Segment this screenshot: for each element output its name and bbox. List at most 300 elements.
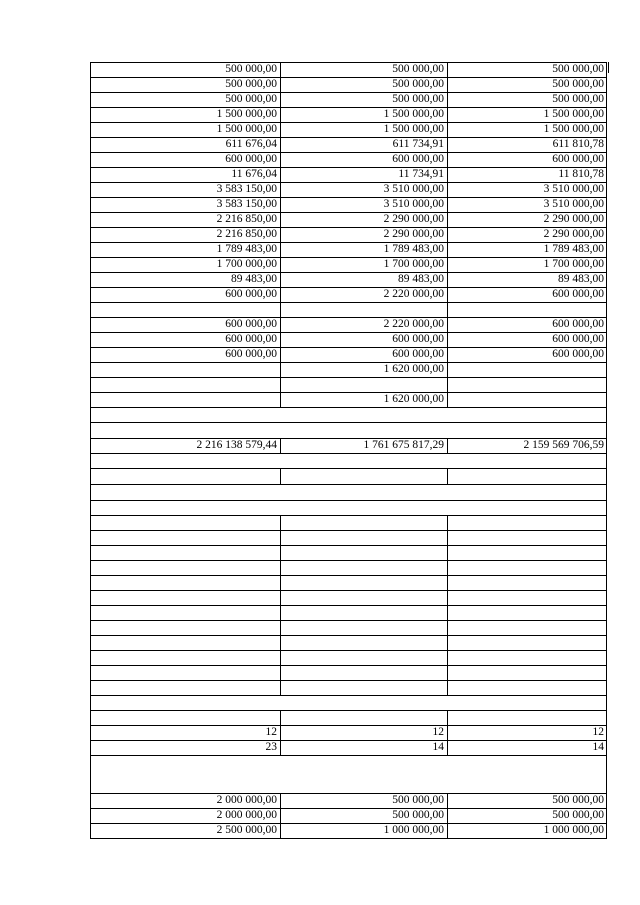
table-row xyxy=(90,515,607,530)
table-cell: 500 000,00 xyxy=(552,809,604,821)
table-cell: 600 000,00 xyxy=(552,348,604,360)
table-cell xyxy=(90,407,280,422)
column-divider xyxy=(447,182,448,198)
table-row xyxy=(90,407,607,422)
column-divider xyxy=(280,77,281,93)
table-row xyxy=(90,650,607,665)
table-row xyxy=(90,422,607,438)
row-border xyxy=(90,392,607,393)
table-cell xyxy=(447,710,607,725)
row-border xyxy=(90,710,607,711)
table-cell: 600 000,00 xyxy=(392,153,444,165)
column-divider xyxy=(447,808,448,824)
column-divider xyxy=(280,665,281,681)
table-cell: 611 810,78 xyxy=(552,138,604,150)
row-border xyxy=(90,422,607,423)
table-cell: 11 810,78 xyxy=(558,168,604,180)
column-divider xyxy=(447,725,448,741)
table-cell: 1 620 000,00 xyxy=(383,363,444,375)
table-cell: 1 700 000,00 xyxy=(543,258,604,270)
table-row xyxy=(90,695,607,710)
table-row xyxy=(90,560,607,575)
row-border xyxy=(90,257,607,258)
table-cell xyxy=(447,500,607,515)
row-border xyxy=(90,77,607,78)
table-row xyxy=(90,590,607,605)
table-cell xyxy=(90,665,280,680)
table-cell xyxy=(90,377,280,392)
row-border xyxy=(90,137,607,138)
table-cell: 1 789 483,00 xyxy=(543,243,604,255)
column-divider xyxy=(447,122,448,138)
table-cell: 1 789 483,00 xyxy=(383,243,444,255)
table-row xyxy=(90,92,607,107)
table-cell xyxy=(90,362,280,377)
table-cell xyxy=(90,545,280,560)
column-divider xyxy=(447,515,448,531)
table-row xyxy=(90,317,607,332)
table-cell xyxy=(90,755,280,793)
row-border xyxy=(90,823,607,824)
column-divider xyxy=(280,635,281,651)
table-cell: 600 000,00 xyxy=(225,348,277,360)
table-cell xyxy=(90,605,280,620)
table-cell xyxy=(447,422,607,438)
table-cell xyxy=(447,484,607,500)
table-cell xyxy=(447,362,607,377)
column-divider xyxy=(447,468,448,485)
row-border xyxy=(90,500,607,501)
column-divider xyxy=(447,377,448,393)
row-border xyxy=(90,590,607,591)
table-cell: 1 700 000,00 xyxy=(216,258,277,270)
table-cell: 600 000,00 xyxy=(225,318,277,330)
table-cell xyxy=(280,695,447,710)
table-cell xyxy=(90,710,280,725)
column-divider xyxy=(280,710,281,726)
table-cell: 500 000,00 xyxy=(225,63,277,75)
table-row xyxy=(90,453,607,468)
table-cell: 611 734,91 xyxy=(392,138,444,150)
table-row xyxy=(90,725,607,740)
table-row xyxy=(90,257,607,272)
column-divider xyxy=(280,242,281,258)
column-divider xyxy=(280,257,281,273)
column-divider xyxy=(447,287,448,303)
table-cell: 89 483,00 xyxy=(558,273,604,285)
column-divider xyxy=(447,347,448,363)
table-cell xyxy=(280,635,447,650)
table-cell xyxy=(447,680,607,695)
column-divider xyxy=(447,620,448,636)
table-cell xyxy=(280,407,447,422)
table-cell xyxy=(447,530,607,545)
row-border xyxy=(90,242,607,243)
column-divider xyxy=(280,302,281,318)
table-cell xyxy=(280,665,447,680)
column-divider xyxy=(280,793,281,809)
table-row xyxy=(90,468,607,484)
row-border xyxy=(90,575,607,576)
row-border xyxy=(90,227,607,228)
table-cell: 600 000,00 xyxy=(552,288,604,300)
table-cell xyxy=(447,650,607,665)
spreadsheet-table xyxy=(90,62,607,839)
table-row xyxy=(90,377,607,392)
column-divider xyxy=(447,635,448,651)
column-divider xyxy=(280,590,281,606)
column-divider xyxy=(280,182,281,198)
column-divider xyxy=(447,167,448,183)
table-cell: 500 000,00 xyxy=(552,93,604,105)
table-cell xyxy=(447,590,607,605)
table-row xyxy=(90,793,607,808)
row-border xyxy=(90,197,607,198)
table-cell: 1 000 000,00 xyxy=(543,824,604,836)
table-cell xyxy=(90,484,280,500)
table-cell: 500 000,00 xyxy=(392,93,444,105)
row-border xyxy=(90,438,607,439)
table-cell xyxy=(280,377,447,392)
table-cell: 2 159 569 706,59 xyxy=(523,439,604,451)
column-divider xyxy=(447,575,448,591)
row-border xyxy=(90,740,607,741)
column-divider xyxy=(447,227,448,243)
table-cell xyxy=(447,407,607,422)
table-cell xyxy=(90,468,280,484)
table-row xyxy=(90,302,607,317)
table-cell: 1 700 000,00 xyxy=(383,258,444,270)
table-cell: 500 000,00 xyxy=(552,794,604,806)
table-row xyxy=(90,484,607,500)
table-cell: 2 290 000,00 xyxy=(543,228,604,240)
table-cell xyxy=(280,590,447,605)
column-divider xyxy=(280,620,281,636)
table-cell xyxy=(90,620,280,635)
table-row xyxy=(90,152,607,167)
table-cell: 12 xyxy=(265,726,277,738)
row-border xyxy=(90,680,607,681)
column-divider xyxy=(447,823,448,839)
column-divider xyxy=(280,347,281,363)
table-cell: 500 000,00 xyxy=(392,78,444,90)
row-border xyxy=(90,317,607,318)
table-row xyxy=(90,545,607,560)
table-cell: 3 510 000,00 xyxy=(383,198,444,210)
column-divider xyxy=(447,590,448,606)
table-row xyxy=(90,182,607,197)
table-row xyxy=(90,755,607,793)
column-divider xyxy=(447,793,448,809)
row-border xyxy=(90,468,607,469)
table-cell xyxy=(280,468,447,484)
table-cell xyxy=(280,650,447,665)
table-row xyxy=(90,635,607,650)
table-cell: 1 000 000,00 xyxy=(383,824,444,836)
table-cell xyxy=(447,545,607,560)
table-cell: 500 000,00 xyxy=(552,78,604,90)
table-cell: 3 510 000,00 xyxy=(383,183,444,195)
table-cell: 2 500 000,00 xyxy=(216,824,277,836)
column-divider xyxy=(447,257,448,273)
column-divider xyxy=(280,560,281,576)
column-divider xyxy=(447,605,448,621)
column-divider xyxy=(447,77,448,93)
column-divider xyxy=(447,438,448,454)
table-cell: 2 220 000,00 xyxy=(383,288,444,300)
table-cell: 14 xyxy=(432,741,444,753)
table-cell xyxy=(447,453,607,468)
table-cell xyxy=(90,422,280,438)
row-border xyxy=(90,650,607,651)
column-divider xyxy=(447,665,448,681)
row-border xyxy=(90,545,607,546)
column-divider xyxy=(280,725,281,741)
table-cell: 600 000,00 xyxy=(392,333,444,345)
table-cell: 2 000 000,00 xyxy=(216,809,277,821)
table-cell xyxy=(447,605,607,620)
table-cell: 23 xyxy=(265,741,277,753)
table-cell xyxy=(90,392,280,407)
row-border xyxy=(90,212,607,213)
row-border xyxy=(90,92,607,93)
table-cell xyxy=(280,680,447,695)
table-cell: 14 xyxy=(592,741,604,753)
table-cell xyxy=(280,560,447,575)
table-cell: 3 583 150,00 xyxy=(216,183,277,195)
table-cell xyxy=(280,500,447,515)
column-divider xyxy=(447,362,448,378)
table-cell xyxy=(447,515,607,530)
column-divider xyxy=(280,515,281,531)
table-cell xyxy=(447,665,607,680)
table-cell xyxy=(90,695,280,710)
table-cell xyxy=(280,484,447,500)
table-cell xyxy=(447,377,607,392)
table-cell xyxy=(280,755,447,793)
row-border xyxy=(90,377,607,378)
table-cell: 500 000,00 xyxy=(392,794,444,806)
table-row xyxy=(90,272,607,287)
column-divider xyxy=(447,317,448,333)
column-divider xyxy=(447,212,448,228)
column-divider xyxy=(280,107,281,123)
table-cell xyxy=(90,650,280,665)
table-cell: 1 500 000,00 xyxy=(543,108,604,120)
column-divider xyxy=(280,92,281,108)
table-cell xyxy=(90,453,280,468)
column-divider xyxy=(447,530,448,546)
column-divider xyxy=(280,438,281,454)
table-row xyxy=(90,530,607,545)
table-row xyxy=(90,62,607,77)
table-cell xyxy=(90,515,280,530)
table-outer-border xyxy=(606,62,607,839)
table-outer-border xyxy=(90,62,91,839)
table-cell xyxy=(280,545,447,560)
row-border xyxy=(90,484,607,485)
column-divider xyxy=(447,545,448,561)
table-cell: 600 000,00 xyxy=(225,153,277,165)
row-border xyxy=(90,407,607,408)
row-border xyxy=(90,665,607,666)
table-cell: 2 000 000,00 xyxy=(216,794,277,806)
row-border xyxy=(90,332,607,333)
row-border xyxy=(90,635,607,636)
table-cell xyxy=(280,605,447,620)
table-row xyxy=(90,740,607,755)
table-row xyxy=(90,823,607,838)
table-row xyxy=(90,122,607,137)
table-cell: 611 676,04 xyxy=(225,138,277,150)
table-cell: 500 000,00 xyxy=(552,63,604,75)
table-cell: 11 734,91 xyxy=(398,168,444,180)
table-cell xyxy=(90,680,280,695)
table-row xyxy=(90,332,607,347)
column-divider xyxy=(447,92,448,108)
table-cell: 2 290 000,00 xyxy=(383,228,444,240)
table-cell: 1 789 483,00 xyxy=(216,243,277,255)
row-border xyxy=(90,755,607,756)
row-border xyxy=(90,560,607,561)
table-cell: 11 676,04 xyxy=(231,168,277,180)
table-cell: 1 500 000,00 xyxy=(216,123,277,135)
column-divider xyxy=(280,287,281,303)
table-cell xyxy=(447,392,607,407)
table-row xyxy=(90,392,607,407)
table-cell xyxy=(90,530,280,545)
column-divider xyxy=(447,242,448,258)
table-cell xyxy=(90,302,280,317)
column-divider xyxy=(280,332,281,348)
column-divider xyxy=(280,167,281,183)
column-divider xyxy=(447,302,448,318)
table-cell xyxy=(280,422,447,438)
table-cell: 1 761 675 817,29 xyxy=(363,439,444,451)
table-row xyxy=(90,438,607,453)
row-border xyxy=(90,362,607,363)
row-border xyxy=(90,793,607,794)
column-divider xyxy=(280,680,281,696)
table-row xyxy=(90,77,607,92)
row-border xyxy=(90,107,607,108)
table-cell xyxy=(280,453,447,468)
column-divider xyxy=(280,317,281,333)
row-border xyxy=(90,122,607,123)
column-divider xyxy=(280,392,281,408)
table-row xyxy=(90,197,607,212)
table-row xyxy=(90,665,607,680)
row-border xyxy=(90,347,607,348)
column-divider xyxy=(447,107,448,123)
table-cell: 2 290 000,00 xyxy=(543,213,604,225)
column-divider xyxy=(447,272,448,288)
column-divider xyxy=(280,152,281,168)
table-cell: 500 000,00 xyxy=(392,63,444,75)
column-divider xyxy=(447,197,448,213)
table-cell: 2 216 138 579,44 xyxy=(196,439,277,451)
table-cell xyxy=(90,590,280,605)
table-cell: 1 500 000,00 xyxy=(543,123,604,135)
table-row xyxy=(90,362,607,377)
row-border xyxy=(90,182,607,183)
table-cell: 1 500 000,00 xyxy=(216,108,277,120)
column-divider xyxy=(280,362,281,378)
table-cell: 1 500 000,00 xyxy=(383,123,444,135)
table-cell: 89 483,00 xyxy=(398,273,444,285)
table-row xyxy=(90,287,607,302)
column-divider xyxy=(280,530,281,546)
column-divider xyxy=(280,227,281,243)
column-divider xyxy=(280,468,281,485)
column-divider xyxy=(447,560,448,576)
row-border xyxy=(90,62,607,63)
row-border xyxy=(90,302,607,303)
column-divider xyxy=(280,137,281,153)
table-cell xyxy=(280,302,447,317)
column-divider xyxy=(280,62,281,78)
column-divider xyxy=(447,137,448,153)
table-cell xyxy=(90,575,280,590)
table-cell xyxy=(280,515,447,530)
table-row xyxy=(90,605,607,620)
table-row xyxy=(90,347,607,362)
column-divider xyxy=(280,545,281,561)
row-border xyxy=(90,838,607,839)
table-cell: 600 000,00 xyxy=(552,153,604,165)
table-cell: 600 000,00 xyxy=(225,288,277,300)
table-cell: 2 216 850,00 xyxy=(216,213,277,225)
row-border xyxy=(90,453,607,454)
table-cell xyxy=(280,530,447,545)
column-divider xyxy=(447,392,448,408)
row-border xyxy=(90,605,607,606)
table-cell xyxy=(280,620,447,635)
row-border xyxy=(90,272,607,273)
column-divider xyxy=(447,680,448,696)
column-divider xyxy=(280,823,281,839)
table-row xyxy=(90,710,607,725)
row-border xyxy=(90,152,607,153)
table-row xyxy=(90,620,607,635)
row-border xyxy=(90,695,607,696)
table-row xyxy=(90,107,607,122)
table-cell: 600 000,00 xyxy=(552,333,604,345)
row-border xyxy=(90,725,607,726)
page-edge-mark xyxy=(608,62,609,73)
table-cell: 3 510 000,00 xyxy=(543,183,604,195)
table-cell: 600 000,00 xyxy=(392,348,444,360)
table-row xyxy=(90,167,607,182)
column-divider xyxy=(447,650,448,666)
table-row xyxy=(90,808,607,823)
column-divider xyxy=(280,575,281,591)
column-divider xyxy=(280,740,281,756)
table-row xyxy=(90,227,607,242)
table-cell xyxy=(447,755,607,793)
row-border xyxy=(90,515,607,516)
table-cell xyxy=(447,695,607,710)
table-cell: 2 216 850,00 xyxy=(216,228,277,240)
column-divider xyxy=(280,197,281,213)
row-border xyxy=(90,530,607,531)
table-cell xyxy=(447,468,607,484)
column-divider xyxy=(447,740,448,756)
table-cell xyxy=(90,500,280,515)
table-cell xyxy=(280,710,447,725)
row-border xyxy=(90,167,607,168)
table-cell: 600 000,00 xyxy=(552,318,604,330)
